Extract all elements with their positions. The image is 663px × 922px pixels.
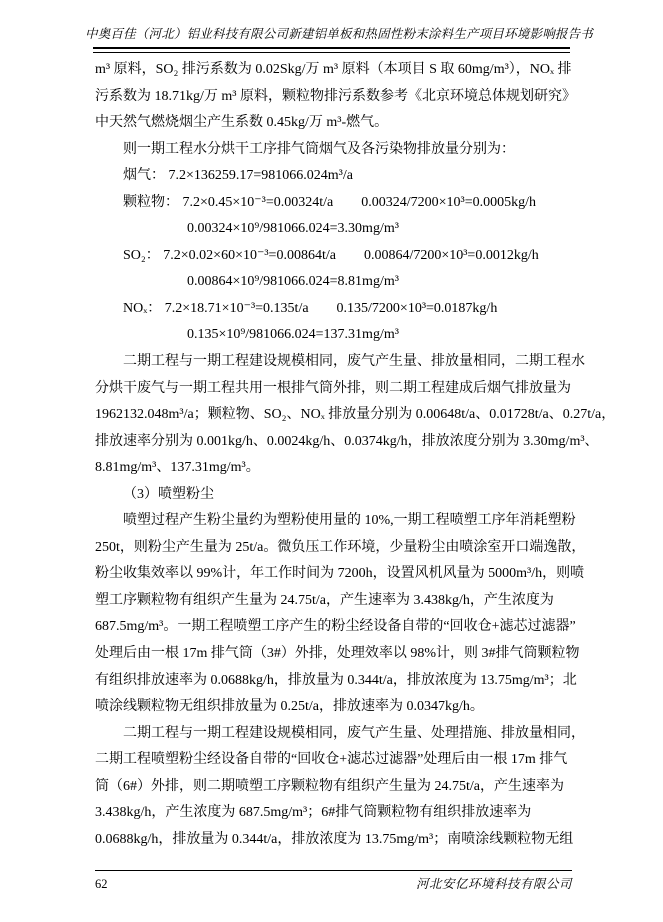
text-line: 分烘干废气与一期工程共用一根排气筒外排，则二期工程建成后烟气排放量为	[95, 380, 571, 396]
text-line: 粉尘收集效率以 99%计，年工作时间为 7200h，设置风机风量为 5000m³/h，则喷	[95, 566, 585, 582]
text-line: 筒（6#）外排，则二期喷塑工序颗粒物有组织产生量为 24.75t/a，产生速率为	[95, 778, 564, 794]
text-line: 二期工程与一期工程建设规模相同，废气产生量、处理措施、排放量相同，	[123, 725, 585, 741]
text-line: 3.438kg/h，产生浓度为 687.5mg/m³；6#排气筒颗粒物有组织排放速率为	[95, 805, 532, 821]
formula-line: 0.00324×10⁹/981066.024=3.30mg/m³	[187, 221, 399, 237]
text-line: 塑工序颗粒物有组织产生量为 24.75t/a，产生速率为 3.438kg/h，产生浓度为	[95, 592, 554, 608]
text-line: 687.5mg/m³。一期工程喷塑工序产生的粉尘经设备自带的“回收仓+滤芯过滤器”	[95, 619, 576, 635]
text-line: 250t，则粉尘产生量为 25t/a。微负压工作环境，少量粉尘由喷涂室开口端逸散，	[95, 539, 586, 555]
header-double-rule	[93, 47, 570, 53]
text-line: 0.0688kg/h，排放量为 0.344t/a，排放浓度为 13.75mg/m³；南喷涂线颗粒物无组	[95, 831, 574, 847]
document-header-title: 中奥百佳（河北）铝业科技有限公司新建铝单板和热固性粉末涂料生产项目环境影响报告书	[85, 27, 594, 41]
text-line: 污系数为 18.71kg/万 m³ 原料，颗粒物排污系数参考《北京环境总体规划研究》	[95, 88, 576, 104]
document-body	[95, 57, 616, 853]
formula-line: SO₂： 7.2×0.02×60×10⁻³=0.00864t/a 0.00864/7200×10³=0.0012kg/h	[123, 247, 539, 263]
text-line: 喷塑过程产生粉尘量约为塑粉使用量的 10%,一期工程喷塑工序年消耗塑粉	[123, 513, 576, 529]
footer-divider	[95, 870, 572, 871]
page-number: 62	[95, 877, 108, 891]
text-line: 8.81mg/m³、137.31mg/m³。	[95, 460, 260, 476]
text-line: 喷涂线颗粒物无组织排放量为 0.25t/a，排放速率为 0.0347kg/h。	[95, 699, 484, 715]
page-footer	[95, 874, 572, 892]
text-line: 二期工程与一期工程建设规模相同，废气产生量、排放量相同，二期工程水	[123, 354, 585, 370]
text-line: 处理后由一根 17m 排气筒（3#）外排，处理效率以 98%计，则 3#排气筒颗粒物	[95, 646, 580, 662]
text-line: 排放速率分别为 0.001kg/h、0.0024kg/h、0.0374kg/h，排放浓度分别为 3.30mg/m³、	[95, 433, 599, 449]
text-line: 有组织排放速率为 0.0688kg/h，排放量为 0.344t/a，排放浓度为 13.75mg/m³；北	[95, 672, 577, 688]
text-line: 则一期工程水分烘干工序排气筒烟气及各污染物排放量分别为：	[123, 141, 515, 157]
formula-line: 0.00864×10⁹/981066.024=8.81mg/m³	[187, 274, 399, 290]
formula-line: 颗粒物： 7.2×0.45×10⁻³=0.00324t/a 0.00324/7200×10³=0.0005kg/h	[123, 194, 537, 210]
text-line: 1962132.048m³/a；颗粒物、SO₂、NOₓ 排放量分别为 0.00648t/a、0.01728t/a、0.27t/a，	[95, 407, 616, 423]
text-line: 二期工程喷塑粉尘经设备自带的“回收仓+滤芯过滤器”处理后由一根 17m 排气	[95, 752, 568, 768]
text-line: 中天然气燃烧烟尘产生系数 0.45kg/万 m³-燃气。	[95, 115, 389, 131]
text-line: m³ 原料，SO₂ 排污系数为 0.02Skg/万 m³ 原料（本项目 S 取 60mg/m³），NOₓ 排	[95, 62, 572, 77]
footer-company-name: 河北安亿环境科技有限公司	[415, 877, 572, 891]
formula-line: 0.135×10⁹/981066.024=137.31mg/m³	[187, 327, 399, 343]
formula-line: 烟气： 7.2×136259.17=981066.024m³/a	[123, 168, 353, 184]
formula-line: NOₓ： 7.2×18.71×10⁻³=0.135t/a 0.135/7200×10³=0.0187kg/h	[123, 300, 498, 316]
section-heading: （3）喷塑粉尘	[123, 486, 214, 502]
